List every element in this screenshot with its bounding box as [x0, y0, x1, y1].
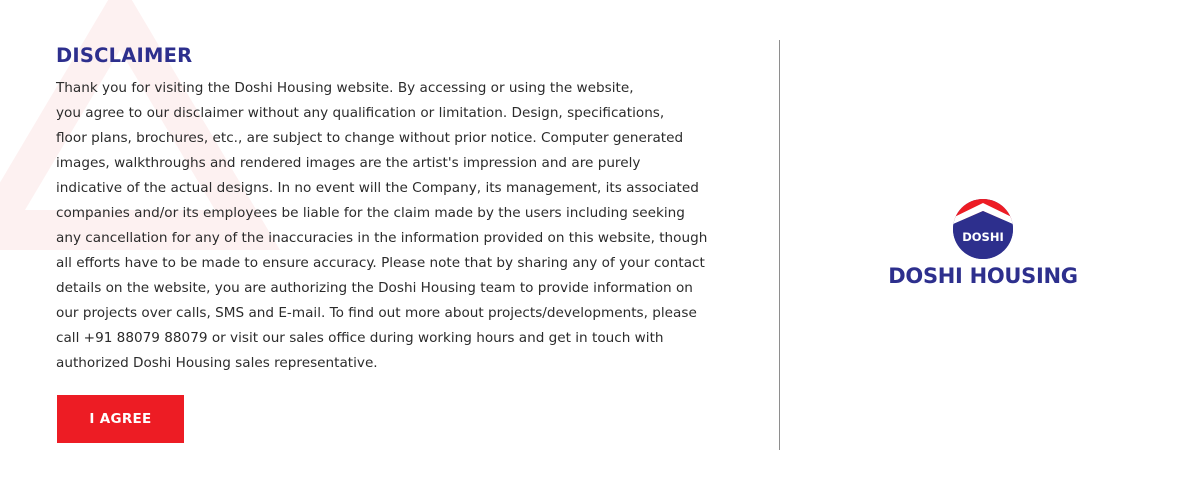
emblem-text: DOSHI — [962, 230, 1004, 244]
brand-logo — [870, 198, 1096, 288]
disclaimer-line: you agree to our disclaimer without any qualification or limitation. Design, specifications, — [56, 105, 665, 121]
disclaimer-line: details on the website, you are authorizing the Doshi Housing team to provide information on — [56, 280, 693, 296]
agree-button[interactable]: I AGREE — [57, 395, 184, 443]
disclaimer-title: DISCLAIMER — [56, 44, 193, 67]
disclaimer-text — [56, 76, 756, 376]
vertical-divider — [779, 40, 780, 450]
disclaimer-line: our projects over calls, SMS and E-mail. To find out more about projects/developments, please — [56, 305, 697, 321]
brand-name: DOSHI HOUSING — [888, 264, 1078, 288]
disclaimer-line: images, walkthroughs and rendered images are the artist's impression and are purely — [56, 155, 641, 171]
disclaimer-line: indicative of the actual designs. In no event will the Company, its management, its associated — [56, 180, 699, 196]
disclaimer-line: Thank you for visiting the Doshi Housing website. By accessing or using the website, — [56, 80, 634, 96]
disclaimer-line: authorized Doshi Housing sales representative. — [56, 355, 378, 371]
disclaimer-line: companies and/or its employees be liable for the claim made by the users including seeking — [56, 205, 685, 221]
disclaimer-line: floor plans, brochures, etc., are subject to change without prior notice. Computer generated — [56, 130, 684, 146]
roof-emblem-icon — [952, 198, 1014, 260]
disclaimer-line: any cancellation for any of the inaccuracies in the information provided on this website, though — [56, 230, 708, 246]
disclaimer-panel — [56, 44, 756, 376]
disclaimer-line: call +91 88079 88079 or visit our sales office during working hours and get in touch with — [56, 330, 664, 346]
disclaimer-line: all efforts have to be made to ensure accuracy. Please note that by sharing any of your contact — [56, 255, 705, 271]
